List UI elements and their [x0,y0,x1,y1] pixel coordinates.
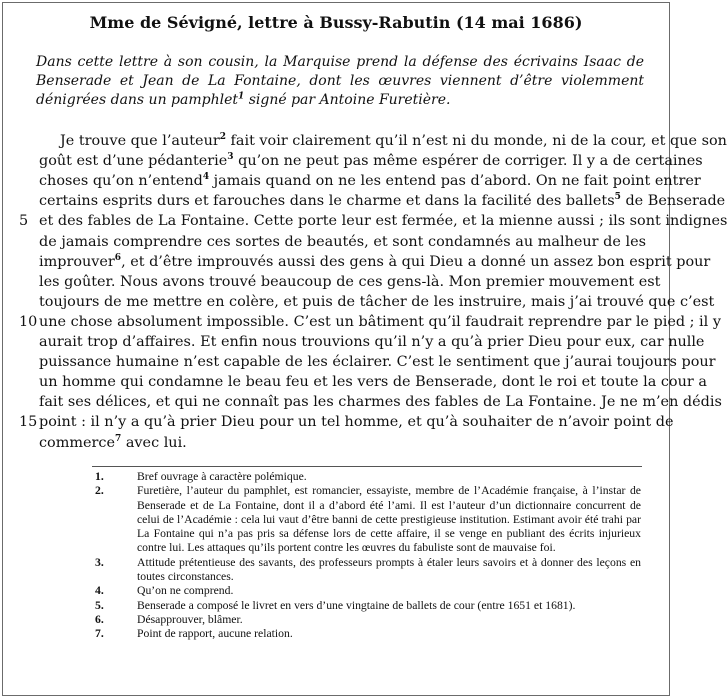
text-line [39,151,703,171]
text-segment: Je trouve que l’auteur [60,133,220,149]
footnote-number: 6. [95,612,104,626]
footnote-item [95,613,641,627]
text-segment: qu’on ne peut pas même espérer de corriger. Il y a de certaines [233,153,703,170]
footnote-number: 5. [95,598,104,612]
intro-paragraph [36,53,644,110]
document-page [2,2,727,696]
footnote-ref: 7 [115,433,122,444]
footnote-ref: 1 [238,91,245,102]
footnote-text: Point de rapport, aucune relation. [137,627,293,641]
text-segment: toujours de me mettre en colère, et puis de tâcher de les instruire, mais j’ai trouvé que c’est [39,293,715,310]
text-line [39,292,715,312]
line-number: 5 [19,213,29,230]
footnote-text: Attitude prétentieuse des savants, des professeurs prompts à étaler leurs savoirs et à donner des leçons en toutes circonstances. [137,555,641,584]
intro-text-after: signé par Antoine Furetière. [244,92,451,108]
footnote-number: 7. [95,627,104,641]
text-segment: de Benserade [620,193,726,210]
text-segment: un homme qui condamne le beau feu et les vers de Benserade, dont le roi et toute la cour a [39,374,707,391]
footnote-item [95,556,641,585]
footnote-number: 2. [95,484,104,498]
footnote-ref: 5 [614,192,621,203]
footnote-item [95,484,641,555]
text-line [39,232,646,252]
text-segment: goût est d’une pédanterie [39,153,228,170]
footnote-text: Désapprouver, blâmer. [137,612,243,626]
text-segment: choses qu’on n’entend [39,173,203,190]
text-segment: , et d’être improuvés aussi des gens à qui Dieu a donné un assez bon esprit pour [121,253,711,270]
footnote-number: 3. [95,555,104,569]
footnote-item [95,599,641,613]
footnote-ref: 6 [114,252,122,263]
footnote-item [95,627,641,641]
footnote-item [95,584,641,598]
text-line [39,433,646,453]
text-segment: avec lui. [121,434,187,451]
text-line [39,352,716,372]
text-segment: aurait trop d’affaires. Et enfin nous trouvions qu’il n’y a qu’à prier Dieu pour eux, car nulle [39,334,705,350]
text-segment: une chose absolument impossible. C’est un bâtiment qu’il faudrait reprendre par le pied ; il y [39,313,721,330]
text-segment: fait voir clairement qu’il n’est ni du monde, ni de la cour, et que son [225,133,727,149]
text-segment: improuver [39,253,115,270]
footnote-ref: 4 [202,172,210,183]
text-segment: fait ses délices, et qui ne connaît pas les charmes des fables de La Fontaine. Je ne m’en dédis [39,394,722,411]
footnote-number: 4. [95,584,104,598]
text-segment: point : il n’y a qu’à prier Dieu pour un tel homme, et qu’à souhaiter de n’avoir point de [39,414,674,431]
line-number: 10 [19,313,38,330]
text-line [39,272,661,292]
footnote-item [95,470,641,484]
text-line [39,372,707,392]
footnote-text: Benserade a composé le livret en vers d’une vingtaine de ballets de cour (entre 1651 et 1681). [137,598,576,612]
text-segment: certains esprits durs et farouches dans le charme et dans la facilité des ballets [39,193,615,210]
text-segment: jamais quand on ne les entend pas d’abord. On ne fait point entrer [209,173,701,190]
text-line [39,312,721,332]
text-line [39,392,722,412]
footnote-divider [92,466,642,467]
text-segment: commerce [39,434,115,451]
text-line [39,191,726,211]
text-line [39,171,701,191]
footnote-ref: 3 [227,152,234,163]
text-segment: puissance humaine n’est capable de les éclairer. C’est le sentiment que j’aurai toujours pour [39,354,716,371]
footnote-ref: 2 [219,132,226,143]
footnote-text: Furetière, l’auteur du pamphlet, est romancier, essayiste, membre de l’Académie française, à l’instar de Benserade et de La Fontaine, dont il a d’abord été l’ami. Il est l’auteur d’un dictionnaire concurrent de celui de l’Académie : cela lui vaut d’être banni de cette prestigieuse institution. Estimant avoir été trahi par La Fontaine qui n’a pas pris sa défense lors de cette affaire, il se venge en publiant des écrits injurieux contre lui. Les attaques qu’ils portent contre les œuvres du fabuliste sont de mauvaise foi. [137,484,641,555]
text-line [60,131,727,151]
footnote-text: Qu’on ne comprend. [137,584,234,598]
footnotes [95,470,641,642]
text-line [39,252,711,272]
text-line [39,211,727,231]
intro-text-before: Dans cette lettre à son cousin, la Marquise prend la défense des écrivains Isaac de Benserade et Jean de La Fontaine, dont les œuvres viennent d’être violemment dénigrées dans un pamphlet [36,54,644,108]
footnote-number: 1. [95,470,104,483]
page-title: Mme de Sévigné, lettre à Bussy-Rabutin (14 mai 1686) [89,13,583,32]
footnote-text: Bref ouvrage à caractère polémique. [137,470,307,483]
line-number: 15 [19,414,38,431]
text-segment: et des fables de La Fontaine. Cette porte leur est fermée, et la mienne aussi ; ils sont indignes [39,213,727,230]
text-line [39,412,674,432]
text-line [39,332,705,352]
text-segment: les goûter. Nous avons trouvé beaucoup de ces gens-là. Mon premier mouvement est [39,273,661,290]
text-segment: de jamais comprendre ces sortes de beautés, et sont condamnés au malheur de les [39,233,646,250]
